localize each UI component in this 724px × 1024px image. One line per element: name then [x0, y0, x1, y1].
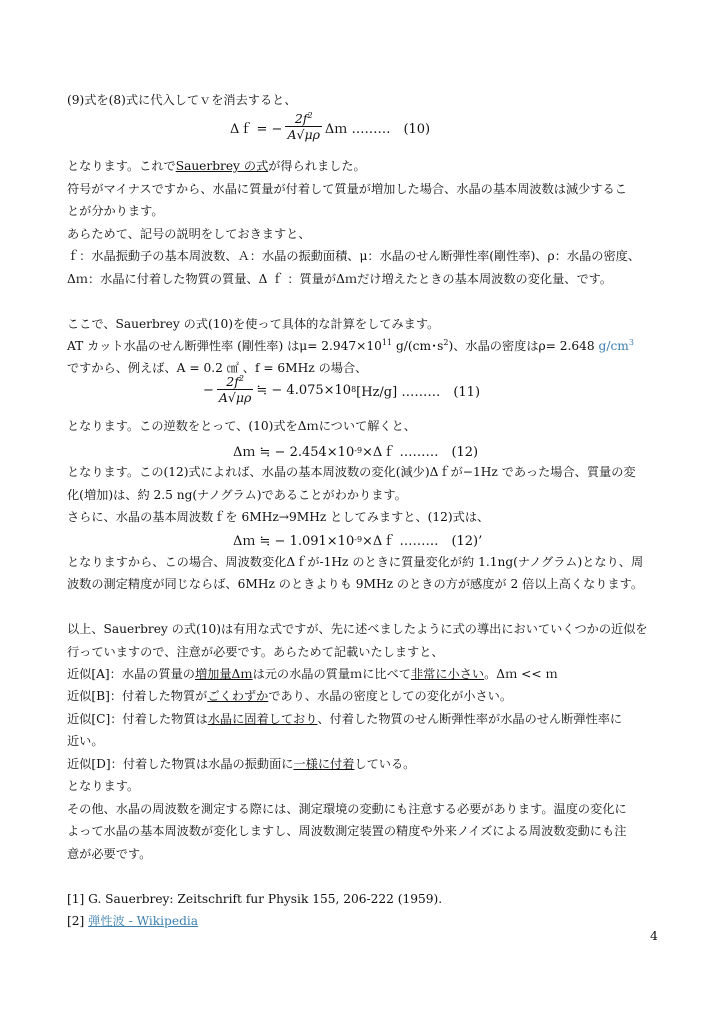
superscript: 3 [628, 337, 634, 347]
text-line [67, 338, 634, 354]
page-number: 4 [650, 928, 658, 943]
underlined-text: 増加量Δｍ [195, 667, 253, 681]
text-span: [2] [67, 914, 89, 928]
eq10-denominator: A√μρ [287, 127, 320, 142]
text-span: 近似[D]：付着した物質は水晶の振動面に [67, 757, 294, 771]
eq10-fraction [285, 112, 321, 142]
text-line [67, 158, 366, 174]
text-span: 近似[B]：付着した物質が [67, 689, 208, 703]
text-span: が得られました。 [268, 159, 366, 173]
text-span: している。 [354, 757, 416, 771]
text-line: 近い。 [67, 734, 104, 748]
reference-1: [1] G. Sauerbrey: Zeitschrift fur Physik 155, 206-222 (1959). [67, 892, 443, 906]
unit-link[interactable]: g/cm [598, 339, 629, 353]
eq10-lhs: Δｆ = − [230, 121, 283, 137]
text-line: 化(増加)は、約 2.5 ng(ナノグラム)であることがわかります。 [67, 488, 407, 502]
eq11-numerator: 2f [226, 374, 239, 389]
text-span: 。Δｍ << ｍ [484, 667, 558, 681]
text-line: あらためて、記号の説明をしておきますと、 [67, 227, 311, 241]
equation-12-prime: Δｍ ≒ − 1.091×10 -9 ×Δｆ ……… (12)’ [233, 530, 482, 549]
text-span: であり、水晶の密度としての変化が小さい。 [268, 689, 513, 703]
wikipedia-link[interactable]: 弾性波 - Wikipedia [88, 914, 199, 928]
underlined-text: 非常に小さい [411, 667, 485, 681]
underlined-text: Sauerbrey の式 [175, 159, 269, 173]
text-span: となります。これで [67, 159, 176, 173]
reference-2 [67, 913, 198, 929]
equation-11: − $\frac{2f^2}{A√\mu\rho}$ ≒ − 4.075×10 8 [Hz/g] ……… (11) [203, 373, 481, 405]
text-line: 以上、Sauerbrey の式(10)は有用な式ですが、先に述べましたように式の導出においていくつかの近似を [67, 622, 648, 636]
eq11-rhs: ≒ − 4.075×10 [256, 382, 352, 398]
equation-10 [230, 112, 430, 142]
text-span: 近似[A]：水晶の質量の [67, 667, 195, 681]
equation-12: Δｍ ≒ − 2.454×10 -9 ×Δｆ ……… (12) [233, 441, 478, 460]
text-span: 、付着した物質のせん断弾性率が水晶のせん断弾性率に [317, 712, 623, 726]
eq12p-lhs: Δｍ ≒ − 1.091×10 [233, 534, 355, 549]
approximation-b [67, 688, 512, 704]
text-line: となります。この逆数をとって、(10)式をΔｍについて解くと、 [67, 419, 416, 433]
text-span: )、水晶の密度はρ= 2.648 [448, 339, 599, 353]
text-span: 近似[C]：付着した物質は [67, 712, 208, 726]
eq12-rhs: ×Δｆ ……… (12) [362, 445, 479, 460]
text-line: Δｍ：水晶に付着した物質の質量、Δ ｆ ：質量がΔｍだけ増えたときの基本周波数の変化量、です。 [67, 272, 613, 286]
underlined-text: ごくわずか [207, 689, 269, 703]
eq11-fraction [217, 375, 253, 405]
eq10-rhs: Δｍ ……… (10) [324, 121, 431, 137]
eq11-tail: [Hz/g] ……… (11) [356, 384, 481, 400]
text-line: 符号がマイナスですから、水晶に質量が付着して質量が増加した場合、水晶の基本周波数は減少するこ [67, 182, 627, 196]
approximation-c [67, 711, 622, 727]
eq10-numerator-exp: 2 [307, 110, 313, 120]
underlined-text: 水晶に固着しており [207, 712, 318, 726]
text-span: AT カット水晶のせん断弾性率 (剛性率) はμ= 2.947×10 [67, 339, 382, 353]
text-span: は元の水晶の質量ｍに比べて [252, 667, 411, 681]
superscript: 2 [443, 337, 449, 347]
superscript: 11 [381, 337, 393, 347]
text-line: その他、水晶の周波数を測定する際には、測定環境の変動にも注意する必要があります。温度の変化に [67, 802, 627, 816]
text-line: さらに、水晶の基本周波数ｆを 6MHz→9MHz としてみますと、(12)式は、 [67, 510, 490, 524]
text-line: ですから、例えば、A = 0.2 ㎠ 、f = 6MHz の場合、 [67, 361, 368, 375]
eq11-lhs: − [203, 382, 214, 398]
text-span: g/(cm･s [392, 339, 444, 353]
text-line: 行っていますので、注意が必要です。あらためて記載いたしますと、 [67, 645, 444, 659]
text-line: 意が必要です。 [67, 847, 152, 861]
approximation-a [67, 666, 558, 682]
eq10-numerator: 2f [294, 111, 308, 126]
text-line: となります。この(12)式によれば、水晶の基本周波数の変化(減少)Δｆが−1Hz であった場合、質量の変 [67, 465, 636, 479]
eq11-numerator-exp: 2 [238, 373, 244, 383]
underlined-text: 一様に付着 [293, 757, 355, 771]
text-line: ここで、Sauerbrey の式(10)を使って具体的な計算をしてみます。 [67, 317, 440, 331]
eq12p-rhs: ×Δｆ ……… (12)’ [362, 534, 483, 549]
text-line: 波数の測定精度が同じならば、6MHz のときよりも 9MHz のときの方が感度が 2 倍以上高くなります。 [67, 577, 644, 591]
text-line: となります。 [67, 779, 140, 793]
text-line: ｆ：水晶振動子の基本周波数、Ａ：水晶の振動面積、μ：水晶のせん断弾性率(剛性率)、ρ：水晶の密度、 [67, 249, 641, 263]
text-line: よって水晶の基本周波数が変化しますし、周波数測定装置の精度や外来ノイズによる周波数変動にも注 [67, 824, 627, 838]
text-line: とが分かります。 [67, 204, 164, 218]
approximation-d [67, 756, 415, 772]
text-line: (9)式を(8)式に代入してｖを消去すると、 [67, 93, 297, 107]
text-line: となりますから、この場合、周波数変化Δｆが-1Hz のときに質量変化が約 1.1ng(ナノグラム)となり、周 [67, 555, 644, 569]
eq12-lhs: Δｍ ≒ − 2.454×10 [233, 445, 355, 460]
eq11-denominator: A√μρ [218, 390, 252, 405]
